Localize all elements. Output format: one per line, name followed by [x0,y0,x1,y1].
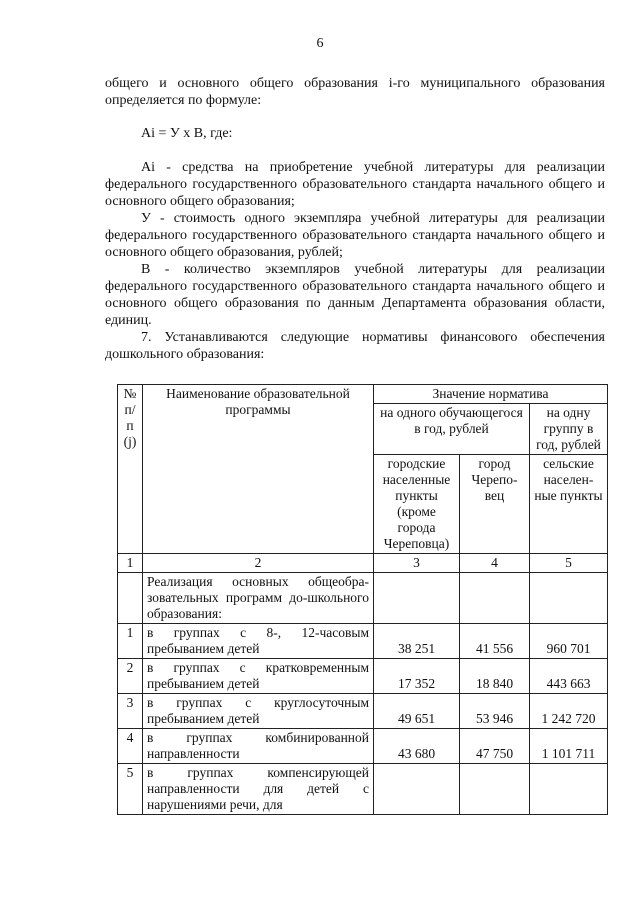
paragraph-v: В - количество экземпляров учебной литературы для реализации федерального государственного образовательного стандарта начального общего и основного общего образования по данным Департамента образования области, единиц. [105,262,605,328]
row-value-urban: 43 680 [374,729,460,764]
row-value-city: 18 840 [460,659,530,694]
col-number: 2 [143,554,374,573]
table-row [118,659,608,694]
table-row [118,764,608,815]
header-per-student: на одного обучающегося в год, рублей [374,404,530,455]
header-city: город Черепо-вец [460,455,530,554]
paragraph-u: У - стоимость одного экземпляра учебной литературы для реализации федерального государственного образовательного стандарта начального общего и основного общего образования, рублей; [105,211,605,260]
row-value-rural: 443 663 [530,659,608,694]
row-value-rural: 1 242 720 [530,694,608,729]
paragraph-7: 7. Устанавливаются следующие нормативы финансового обеспечения дошкольного образования: [105,330,605,362]
row-value-rural: 1 101 711 [530,729,608,764]
header-name: Наименование образовательной программы [143,385,374,554]
table-row [118,694,608,729]
header-num: № п/п (j) [118,385,143,554]
table-row [118,729,608,764]
row-name: в группах с 8-, 12-часовым пребыванием детей [143,624,374,659]
row-name: в группах с кратковременным пребыванием детей [143,659,374,694]
row-number: 2 [118,659,143,694]
page-number: 6 [316,36,324,51]
header-value: Значение норматива [374,385,608,404]
section-row [118,573,608,624]
row-value-urban: 17 352 [374,659,460,694]
row-value-urban [374,764,460,815]
paragraph-ai: Ai - средства на приобретение учебной литературы для реализации федерального государственного образовательного стандарта начального общего и основного общего образования; [105,160,605,209]
body-text [105,75,605,363]
row-value-urban: 49 651 [374,694,460,729]
row-name: в группах с круглосуточным пребыванием детей [143,694,374,729]
row-value-city [460,764,530,815]
col-number: 5 [530,554,608,573]
row-value-urban: 38 251 [374,624,460,659]
row-number: 4 [118,729,143,764]
row-value-city: 41 556 [460,624,530,659]
row-value-city: 53 946 [460,694,530,729]
col-number: 4 [460,554,530,573]
row-number: 3 [118,694,143,729]
norms-table [117,384,608,815]
row-name: в группах комбинированной направленности [143,729,374,764]
col-number: 1 [118,554,143,573]
section-title: Реализация основных общеобра-зовательных программ до-школьного образования: [143,573,374,624]
header-rural: сельские населен-ные пункты [530,455,608,554]
row-number: 5 [118,764,143,815]
row-value-rural [530,764,608,815]
row-name: в группах компенсирующей направленности для детей с нарушениями речи, для [143,764,374,815]
row-value-city: 47 750 [460,729,530,764]
column-numbers-row [118,554,608,573]
formula: Ai = У х В, где: [141,126,233,141]
row-value-rural: 960 701 [530,624,608,659]
col-number: 3 [374,554,460,573]
row-number: 1 [118,624,143,659]
paragraph-intro: общего и основного общего образования i-го муниципального образования определяется по формуле: [105,76,605,108]
header-urban: городские населенные пункты (кроме города Череповца) [374,455,460,554]
header-per-group: на одну группу в год, рублей [530,404,608,455]
table-row [118,624,608,659]
